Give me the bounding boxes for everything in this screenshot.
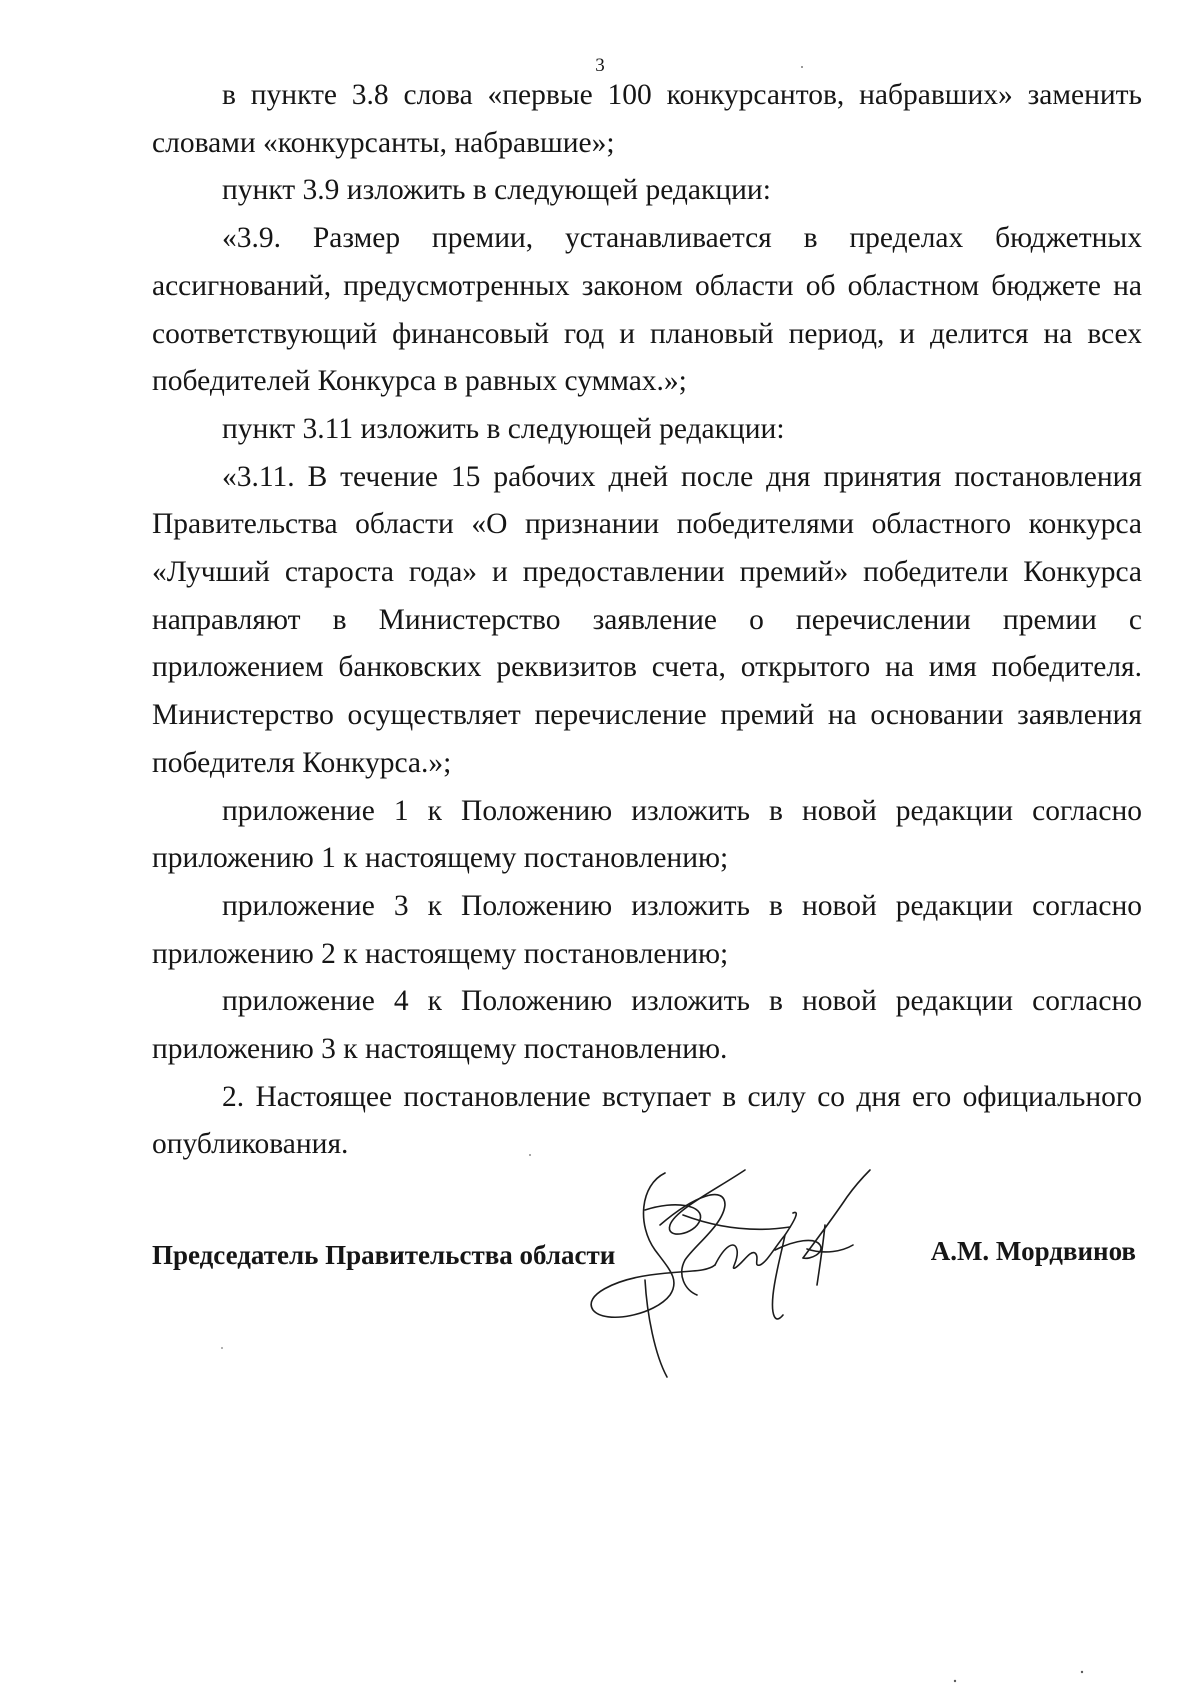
- paragraph-clause-3-9-intro: пункт 3.9 изложить в следующей редакции:: [222, 174, 771, 207]
- paragraph-clause-3-8: в пункте 3.8 слова «первые 100 конкурсантов, набравших» заменить словами «конкурсанты, набравшие»;: [152, 79, 1142, 159]
- paragraph-appendix-1: приложение 1 к Положению изложить в новой редакции согласно приложению 1 к настоящему постановлению;: [152, 794, 1142, 875]
- paragraph-clause-3-9-text: «3.9. Размер премии, устанавливается в пределах бюджетных ассигнований, предусмотренных законом области об областном бюджете на соответствующий финансовый год и плановый период, и делится на всех победителей Конкурса в равных суммах.»;: [152, 222, 1142, 398]
- paragraph-appendix-4: приложение 4 к Положению изложить в новой редакции согласно приложению 3 к настоящему постановлению.: [152, 985, 1142, 1066]
- signatory-position: Председатель Правительства области: [152, 1240, 616, 1270]
- paragraph-appendix-3: приложение 3 к Положению изложить в новой редакции согласно приложению 2 к настоящему постановлению;: [152, 889, 1142, 970]
- page-number: 3: [595, 55, 605, 76]
- signatory-name: А.М. Мордвинов: [930, 1236, 1136, 1266]
- paragraph-clause-3-11-intro: пункт 3.11 изложить в следующей редакции:: [222, 412, 785, 445]
- paragraph-effective-date: 2. Настоящее постановление вступает в силу со дня его официального опубликования.: [152, 1080, 1142, 1161]
- paragraph-clause-3-11-text: «3.11. В течение 15 рабочих дней после дня принятия постановления Правительства области «О признании победителями областного конкурса «Лучший староста года» и предоставлении премий» победители Конкурса направляют в Министерство заявление о перечислении премии с приложением банковских реквизитов счета, открытого на имя победителя. Министерство осуществляет перечисление премий на основании заявления победителя Конкурса.»;: [152, 460, 1142, 779]
